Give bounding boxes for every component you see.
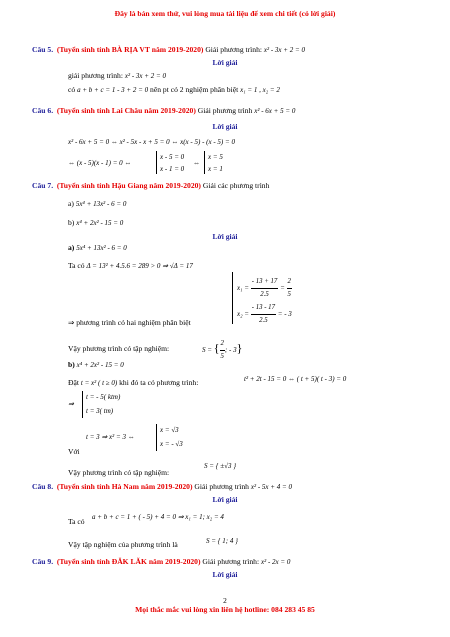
question-text: Giải phương trình:: [205, 45, 262, 54]
solution-part-a: [68, 243, 127, 253]
solution-line: [68, 85, 280, 95]
text: ; - 3: [224, 346, 237, 355]
system-brace: [156, 151, 157, 174]
part-b: [68, 218, 123, 228]
text: x₂ =: [237, 310, 250, 319]
root-x1: [237, 276, 292, 301]
solution-line: ⇔ (x - 5)(x - 1) = 0 ⇔: [68, 159, 132, 167]
label: b): [68, 360, 75, 369]
page-number: 2: [223, 596, 227, 605]
question-number: Câu 6.: [32, 106, 54, 115]
label: a): [68, 199, 74, 208]
case-line: x - 5 = 0: [160, 153, 185, 161]
implies: ⇒: [68, 400, 74, 408]
case-line: t = 3( tm): [86, 407, 114, 415]
question-9: [32, 557, 290, 567]
case-line: x = - √3: [160, 440, 183, 448]
brace-close: }: [236, 341, 243, 356]
question-number: Câu 5.: [32, 45, 54, 54]
equation: Δ = 13² + 4.5.6 = 289 > 0 ⇒ √Δ = 17: [86, 262, 193, 270]
solution-title: Lời giải: [212, 232, 238, 241]
fraction: [251, 302, 276, 327]
equation: 5x⁴ + 13x² - 6 = 0: [76, 244, 127, 252]
text: nên pt có 2 nghiệm phân biệt: [150, 85, 239, 94]
solution-part-b: [68, 360, 124, 370]
text: x₁ =: [237, 284, 250, 293]
brace-open: {: [213, 341, 220, 356]
label: Với: [68, 447, 80, 456]
system-brace: [204, 151, 205, 174]
solution-set-a: [202, 338, 242, 363]
equation: t² + 2t - 15 = 0 ⇔ ( t + 5)( t - 3) = 0: [244, 375, 347, 383]
solution-title: Lời giải: [212, 122, 238, 131]
question-text: Giải phương trình:: [202, 557, 260, 566]
question-7: [32, 181, 269, 191]
text: Đặt: [68, 378, 79, 387]
solution-line: Vậy phương trình có tập nghiệm:: [68, 344, 170, 353]
equation: x² - 6x + 5 = 0: [254, 107, 296, 115]
solution-line: [68, 378, 198, 388]
solution-title: Lời giải: [212, 570, 238, 579]
equation: x² - 3x + 2 = 0: [263, 46, 305, 54]
solution-line: Vậy tập nghiệm của phương trình là: [68, 540, 178, 549]
question-text: Giải phương trình: [194, 482, 249, 491]
question-number: Câu 9.: [32, 557, 54, 566]
numerator: - 13 - 17: [251, 302, 276, 315]
solution-title: Lời giải: [212, 58, 238, 67]
solution-set-b: S = { ±√3 }: [204, 462, 237, 470]
question-source: (Tuyển sinh tỉnh Lai Châu năm 2019-2020): [56, 106, 196, 115]
solution-line: Vậy phương trình có tập nghiệm:: [68, 468, 170, 477]
question-source: (Tuyển sinh tỉnh ĐĂK LĂK năm 2019-2020): [56, 557, 201, 566]
question-6: [32, 106, 295, 116]
question-5: [32, 45, 305, 55]
question-source: (Tuyển sinh tỉnh Hà Nam năm 2019-2020): [56, 482, 193, 491]
text: khi đó ta có phương trình:: [119, 378, 199, 387]
equation: x² - 3x + 2 = 0: [124, 72, 166, 80]
question-8: [32, 482, 292, 492]
equivalence: ⇔: [193, 159, 200, 167]
numerator: - 13 + 17: [251, 276, 279, 289]
solution-line: x² - 6x + 5 = 0 ⇔ x² - 5x - x + 5 = 0 ⇔ x(x - 5) - (x - 5) = 0: [68, 138, 235, 146]
question-source: (Tuyển sinh tỉnh BÀ RỊA VT năm 2019-2020): [56, 45, 204, 54]
system-brace: [82, 391, 83, 418]
denominator: 5: [287, 291, 291, 298]
equation: x² - 5x + 4 = 0: [250, 483, 292, 491]
solution-title: Lời giải: [212, 495, 238, 504]
system-brace: [232, 272, 233, 324]
denominator: 5: [220, 353, 224, 360]
question-number: Câu 8.: [32, 482, 54, 491]
text: có: [68, 85, 76, 94]
system-brace: [156, 424, 157, 451]
text: = - 3: [277, 310, 292, 319]
part-a: [68, 199, 126, 209]
case-line: x = √3: [160, 426, 179, 434]
denominator: 2.5: [259, 317, 268, 324]
equation: x⁴ + 2x² - 15 = 0: [76, 219, 124, 227]
solution-line: [68, 71, 166, 81]
equation: 5x⁴ + 13x² - 6 = 0: [75, 200, 127, 208]
solution-line: ⇒ phương trình có hai nghiệm phân biệt: [68, 318, 191, 327]
label: b): [68, 218, 75, 227]
numerator: 2: [220, 338, 225, 351]
equation: t = 3 ⇒ x² = 3 ⇔: [86, 433, 135, 441]
equation: x₁ = 1 , x₂ = 2: [240, 86, 280, 94]
numerator: 2: [287, 276, 292, 289]
case-line: x = 1: [208, 165, 223, 173]
question-text: Giải phương trình: [197, 106, 253, 115]
equation: x⁴ + 2x² - 15 = 0: [76, 361, 124, 369]
preview-header: Đây là bản xem thử, vui lòng mua tài liệu để xem chi tiết (có lời giải): [114, 9, 336, 18]
equation: t = x² ( t ≥ 0): [80, 379, 118, 387]
case-line: x - 1 = 0: [160, 165, 185, 173]
text: =: [280, 284, 285, 293]
case-line: x = 5: [208, 153, 223, 161]
fraction: [287, 276, 292, 301]
question-number: Câu 7.: [32, 181, 54, 190]
text: Ta có: [68, 261, 85, 270]
text: giải phương trình:: [68, 71, 123, 80]
equation: S = { 1; 4 }: [206, 537, 238, 545]
denominator: 2.5: [260, 291, 269, 298]
solution-line: Ta có: [68, 517, 85, 526]
solution-line: [68, 261, 193, 271]
hotline-footer: Mọi thắc mắc vui lòng xin liên hệ hotline: 084 283 45 85: [135, 605, 315, 614]
label: a): [68, 243, 75, 252]
equation: a + b + c = 1 - 3 + 2 = 0: [77, 86, 149, 94]
question-text: Giải các phương trình: [202, 181, 270, 190]
equation: x² - 2x = 0: [260, 558, 291, 566]
fraction: [251, 276, 279, 301]
case-line: t = - 5( ktm): [86, 393, 121, 401]
root-x2: [237, 302, 292, 327]
equation: a + b + c = 1 + ( - 5) + 4 = 0 ⇒ x₁ = 1; x₂ = 4: [92, 513, 224, 521]
text: S =: [202, 346, 212, 355]
question-source: (Tuyển sinh tỉnh Hậu Giang năm 2019-2020): [56, 181, 201, 190]
